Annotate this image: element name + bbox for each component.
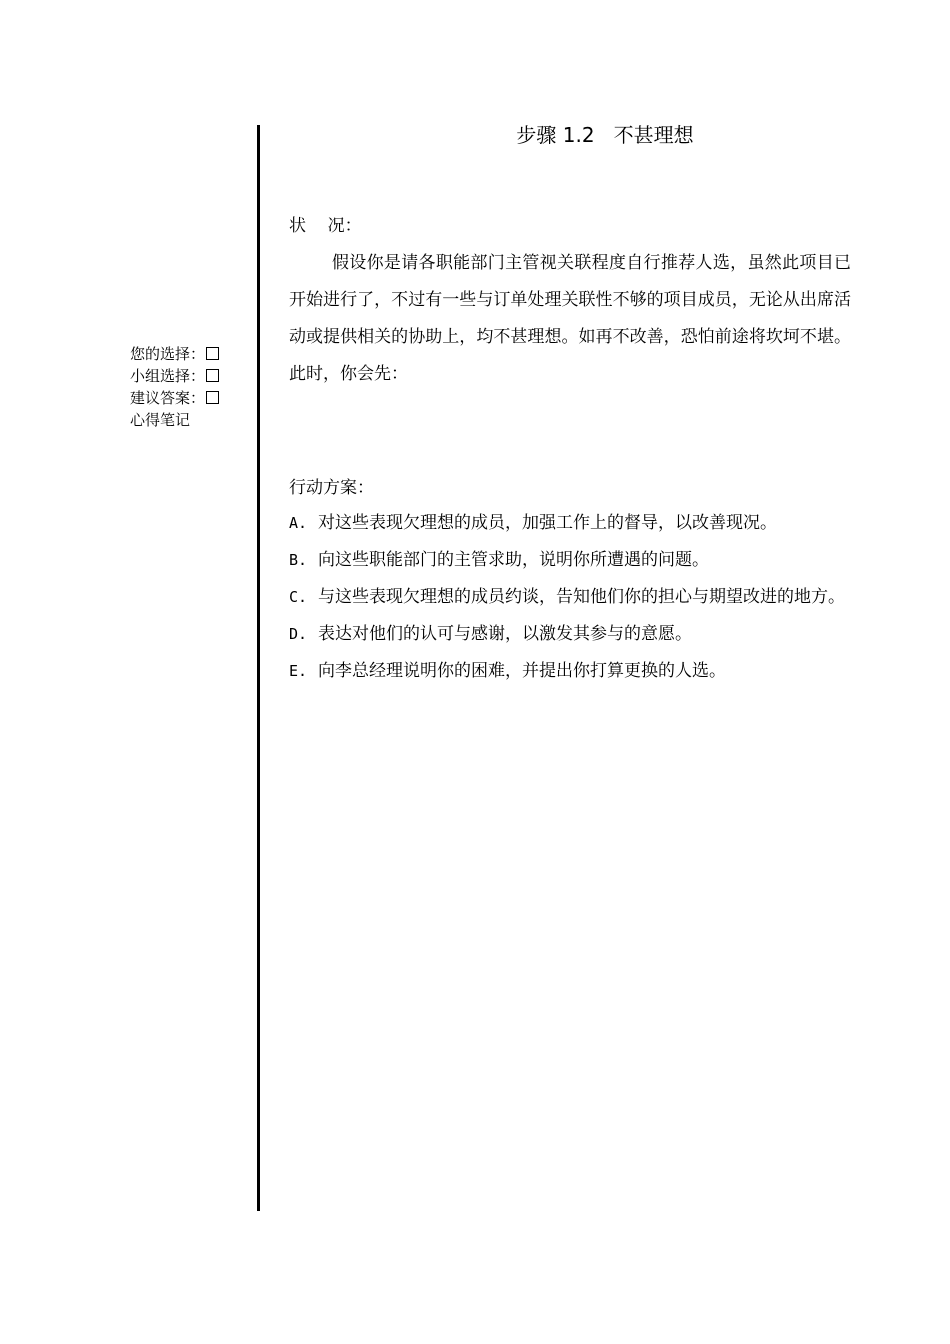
- suggested-answer-label: 建议答案：: [130, 389, 206, 407]
- group-choice-label: 小组选择：: [130, 367, 206, 385]
- sidebar-notes: [130, 343, 219, 431]
- your-choice-label: 您的选择：: [130, 345, 206, 363]
- group-choice-row: [130, 365, 219, 387]
- situation-body: 假设你是请各职能部门主管视关联程度自行推荐人选，虽然此项目已开始进行了，不过有一些与订单处理关联性不够的项目成员，无论从出席活动或提供相关的协助上，均不甚理想。如再不改善，恐怕前途将坎坷不堪。此时，你会先：: [289, 253, 851, 384]
- notes-row: [130, 409, 219, 431]
- option-e-text: 向李总经理说明你的困难，并提出你打算更换的人选。: [318, 661, 726, 681]
- action-plan-label: 行动方案：: [289, 478, 374, 498]
- option-d: [289, 616, 854, 653]
- vertical-divider: [257, 125, 260, 1211]
- suggested-answer-checkbox[interactable]: [206, 391, 219, 404]
- option-e: [289, 653, 854, 690]
- option-a: [289, 505, 854, 542]
- situation-label: 状 况：: [289, 216, 362, 236]
- option-d-text: 表达对他们的认可与感谢，以激发其参与的意愿。: [318, 624, 692, 644]
- option-a-letter: A.: [289, 514, 308, 532]
- option-b-text: 向这些职能部门的主管求助，说明你所遭遇的问题。: [318, 550, 709, 570]
- option-d-letter: D.: [289, 625, 308, 643]
- group-choice-checkbox[interactable]: [206, 369, 219, 382]
- your-choice-checkbox[interactable]: [206, 347, 219, 360]
- option-a-text: 对这些表现欠理想的成员，加强工作上的督导，以改善现况。: [318, 513, 777, 533]
- option-c: [289, 579, 854, 616]
- page-title: 步骤 1.2 不甚理想: [516, 123, 694, 147]
- option-b: [289, 542, 854, 579]
- notes-label: 心得笔记: [130, 411, 191, 429]
- suggested-answer-row: [130, 387, 219, 409]
- option-c-text: 与这些表现欠理想的成员约谈，告知他们你的担心与期望改进的地方。: [318, 587, 845, 607]
- your-choice-row: [130, 343, 219, 365]
- option-c-letter: C.: [289, 588, 308, 606]
- action-options-list: [289, 505, 854, 690]
- option-e-letter: E.: [289, 662, 308, 680]
- option-b-letter: B.: [289, 551, 308, 569]
